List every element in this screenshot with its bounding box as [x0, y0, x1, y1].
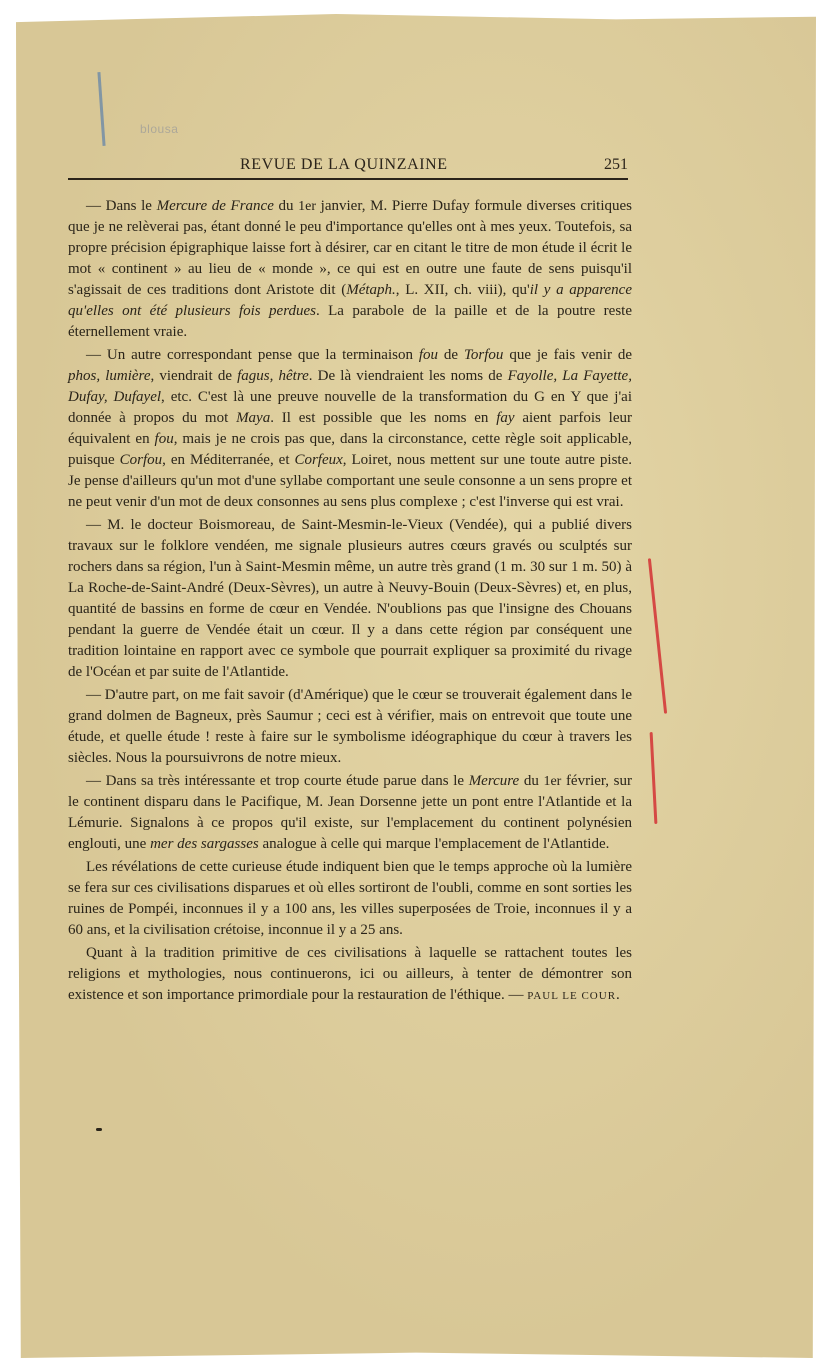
text-segment: , viendrait de: [150, 368, 238, 384]
text-segment: , etc. C'est là une preuve nouvelle de la transformation du G en Y que j'ai donnée à propos du mot: [68, 389, 632, 426]
text-segment: Mercure de France: [156, 198, 274, 214]
text-segment: fagus, hêtre: [237, 368, 309, 384]
text-segment: Corfou: [119, 452, 163, 468]
text-segment: Torfou: [463, 347, 504, 363]
article-paragraph: [68, 857, 632, 941]
text-segment: fou: [418, 347, 439, 363]
text-segment: Les révélations de cette curieuse étude indiquent bien que le temps approche où la lumière se fera sur ces civilisations disparues et où elles sortiront de l'oubli, comme en sont sorties les ruines de Pompéi, inconnues il y a 100 ans, les villes superposées de Troie, inconnues il y a 60 ans, et la civilisation crétoise, inconnue il y a 25 ans.: [68, 859, 632, 938]
text-segment: Maya: [236, 410, 271, 426]
text-segment: — Dans le: [86, 198, 157, 214]
page-number: 251: [604, 156, 628, 173]
text-segment: phos, lumière: [68, 368, 151, 384]
author-signature: PAUL LE COUR: [527, 990, 617, 1002]
text-segment: du: [519, 773, 544, 789]
faded-stamp: blousa: [140, 122, 179, 136]
text-segment: Mercure: [468, 773, 520, 789]
journal-title: REVUE DE LA QUINZAINE: [240, 156, 448, 173]
article-paragraph: [68, 771, 632, 855]
text-segment: , L. XII, ch. viii), qu': [395, 282, 530, 298]
text-segment: . De là viendraient les noms de: [308, 368, 508, 384]
text-segment: analogue à celle qui marque l'emplacement de l'Atlantide.: [258, 836, 610, 852]
article-paragraph: [68, 196, 632, 343]
text-segment: janvier, M. Pierre Dufay formule diverses critiques que je ne relèverai pas, étant donné le peu d'importance qu'elles ont à mes yeux. Toutefois, sa propre précision épigraphique laisse fort à désirer, car en citant le titre de mon étude il écrit le mot « continent » au lieu de « monde », ce qui est en outre une faute de sens puisqu'il s'agissait de ces traditions dont Aristote dit (: [68, 198, 632, 298]
text-segment: . La parabole de la paille et de la poutre reste éternellement vraie.: [68, 303, 632, 340]
text-segment: que je fais venir de: [503, 347, 632, 363]
text-segment: fay: [496, 410, 515, 426]
text-segment: de: [438, 347, 464, 363]
text-segment: — D'autre part, on me fait savoir (d'Amérique) que le cœur se trouverait également dans le grand dolmen de Bagneux, près Saumur ; ceci est à vérifier, mais on entrevoit que toute une étude, et quelle étude ! reste à faire sur le symbolisme idéographique du cœur à travers les siècles. Nous la poursuivrons de notre mieux.: [68, 687, 632, 766]
text-segment: fou: [154, 431, 174, 447]
text-segment: Quant à la tradition primitive de ces civilisations à laquelle se rattachent toutes les religions et mythologies, nous continuerons, ici ou ailleurs, à tenter de démontrer son existence et son importance primordiale pour la restauration de l'éthique. —: [68, 945, 632, 1003]
article-paragraph: [68, 345, 632, 513]
text-segment: , en Méditerranée, et: [162, 452, 295, 468]
article-body: [68, 196, 632, 1007]
text-segment: , mais je ne crois pas que, dans la circonstance, cette règle soit applicable, puisque: [68, 431, 632, 468]
text-segment: .: [616, 987, 620, 1003]
text-segment: , Loiret, nous mettent sur une toute autre piste. Je pense d'ailleurs qu'un mot d'une syllabe comportant une seule consonne a un sens propre et ne peut venir d'un mot de deux consonnes au sens plus complexe ; c'est l'inverse qui est vrai.: [68, 452, 633, 510]
text-segment: — M. le docteur Boismoreau, de Saint-Mesmin-le-Vieux (Vendée), qui a publié divers travaux sur le folklore vendéen, me signale plusieurs autres cœurs gravés ou sculptés sur rochers dans sa région, l'un à Saint-Mesmin même, un autre très grand (1 m. 30 sur 1 m. 50) à La Roche-de-Saint-André (Deux-Sèvres), un autre à Neuvy-Bouin (Deux-Sèvres) et, en plus, quantité de bassins en forme de cœur en Vendée. N'oublions pas que l'insigne des Chouans pendant la guerre de Vendée était un cœur. Il y a dans cette région par conséquent une tradition lointaine en rapport avec ce symbole que pourrait expliquer sa proximité du rivage de l'Océan et par suite de l'Atlantide.: [68, 517, 632, 680]
text-segment: du: [273, 198, 299, 214]
running-header: [68, 154, 628, 180]
text-segment: aient parfois leur équivalent en: [68, 410, 633, 447]
article-paragraph: [68, 515, 632, 683]
text-segment: . Il est possible que les noms en: [270, 410, 497, 426]
text-segment: Métaph.: [346, 282, 396, 298]
text-segment: Fayolle, La Fayette, Dufay, Dufayel: [68, 368, 632, 405]
text-segment: — Un autre correspondant pense que la terminaison: [86, 347, 419, 363]
text-segment: 1er: [298, 199, 317, 214]
text-segment: Corfeux: [294, 452, 343, 468]
text-segment: 1er: [543, 774, 562, 789]
article-paragraph: [68, 685, 632, 769]
ink-dot: [96, 1128, 102, 1131]
text-segment: mer des sargasses: [150, 836, 259, 852]
article-paragraph: [68, 943, 632, 1007]
text-segment: février, sur le continent disparu dans le Pacifique, M. Jean Dorsenne jette un pont entre l'Atlantide et la Lémurie. Signalons à ce propos qu'il existe, sur l'emplacement du continent polynésien englouti, une: [68, 773, 632, 852]
text-segment: — Dans sa très intéressante et trop courte étude parue dans le: [86, 773, 469, 789]
text-segment: il y a apparence qu'elles ont été plusieurs fois perdues: [68, 282, 632, 319]
